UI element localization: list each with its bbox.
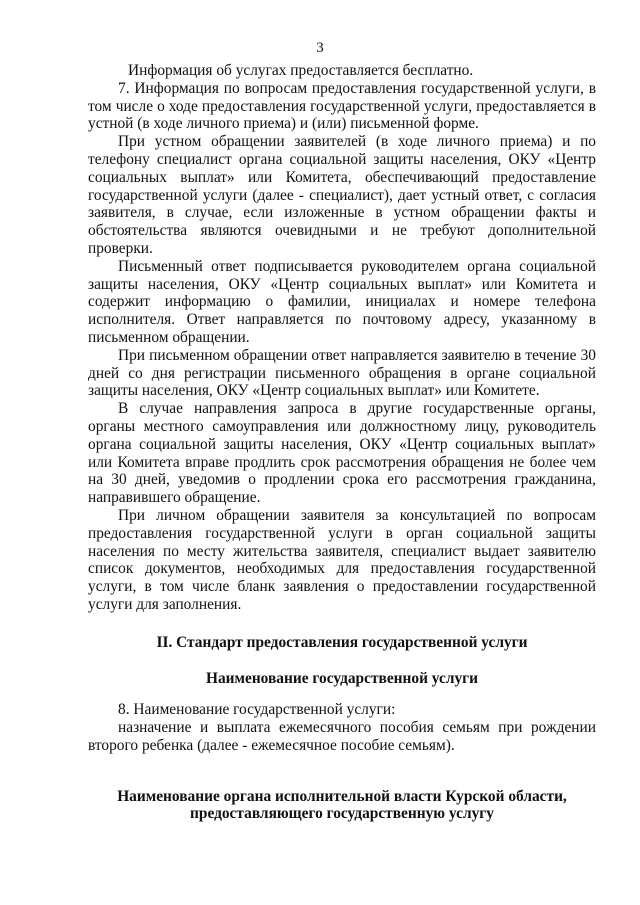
clause-8-text: назначение и выплата ежемесячного пособия семьям при рождении второго ребенка (далее - ежемесячное пособие семьям).	[88, 719, 596, 754]
next-section-heading-line-2: предоставляющего государственную услугу	[190, 805, 494, 823]
paragraph-written-deadline: При письменном обращении ответ направляется заявителю в течение 30 дней со дня регистрации письменного обращения в органе социальной защиты населения, ОКУ «Центр социальных выплат» или Комитете.	[88, 346, 596, 400]
document-body	[88, 62, 596, 823]
next-section-heading	[88, 788, 596, 824]
paragraph-written-answer: Письменный ответ подписывается руководителем органа социальной защиты населения, ОКУ «Центр социальных выплат» или Комитета и содержит информацию о фамилии, инициалах и номере телефона исполнителя. Ответ направляется по почтовому адресу, указанному в письменном обращении.	[88, 257, 596, 346]
paragraph-oral-request: При устном обращении заявителей (в ходе личного приема) и по телефону специалист органа социальной защиты населения, ОКУ «Центр социальных выплат» или Комитета, обеспечивающий предоставление государственной услуги (далее - специалист), дает устный ответ, с согласия заявителя, в случае, если изложенные в устном обращении факты и обстоятельства являются очевидными и не требуют дополнительной проверки.	[88, 133, 596, 257]
paragraph-extension: В случае направления запроса в другие государственные органы, органы местного самоуправления или должностному лицу, руководитель органа социальной защиты населения, ОКУ «Центр социальных выплат» или Комитета вправе продлить срок рассмотрения обращения не более чем на 30 дней, уведомив о продлении срока его рассмотрения гражданина, направившего обращение.	[88, 400, 596, 507]
section-subtitle: Наименование государственной услуги	[205, 669, 479, 687]
section-title: II. Стандарт предоставления государственной услуги	[156, 633, 528, 651]
page-number: 3	[316, 40, 324, 56]
clause-8-label: 8. Наименование государственной услуги:	[118, 701, 396, 719]
next-section-heading-line-1: Наименование органа исполнительной власти Курской области,	[117, 787, 567, 805]
paragraph-free-info: Информация об услугах предоставляется бесплатно.	[128, 62, 474, 79]
paragraph-clause-7: 7. Информация по вопросам предоставления государственной услуги, в том числе о ходе предоставления государственной услуги, предоставляется в устной (в ходе личного приема) и (или) письменной форме.	[88, 79, 596, 133]
paragraph-personal-visit: При личном обращении заявителя за консультацией по вопросам предоставления государственной услуги в орган социальной защиты населения по месту жительства заявителя, специалист выдает заявителю список документов, необходимых для предоставления государственной услуги, в том числе бланк заявления о предоставлении государственной услуги для заполнения.	[88, 506, 596, 613]
